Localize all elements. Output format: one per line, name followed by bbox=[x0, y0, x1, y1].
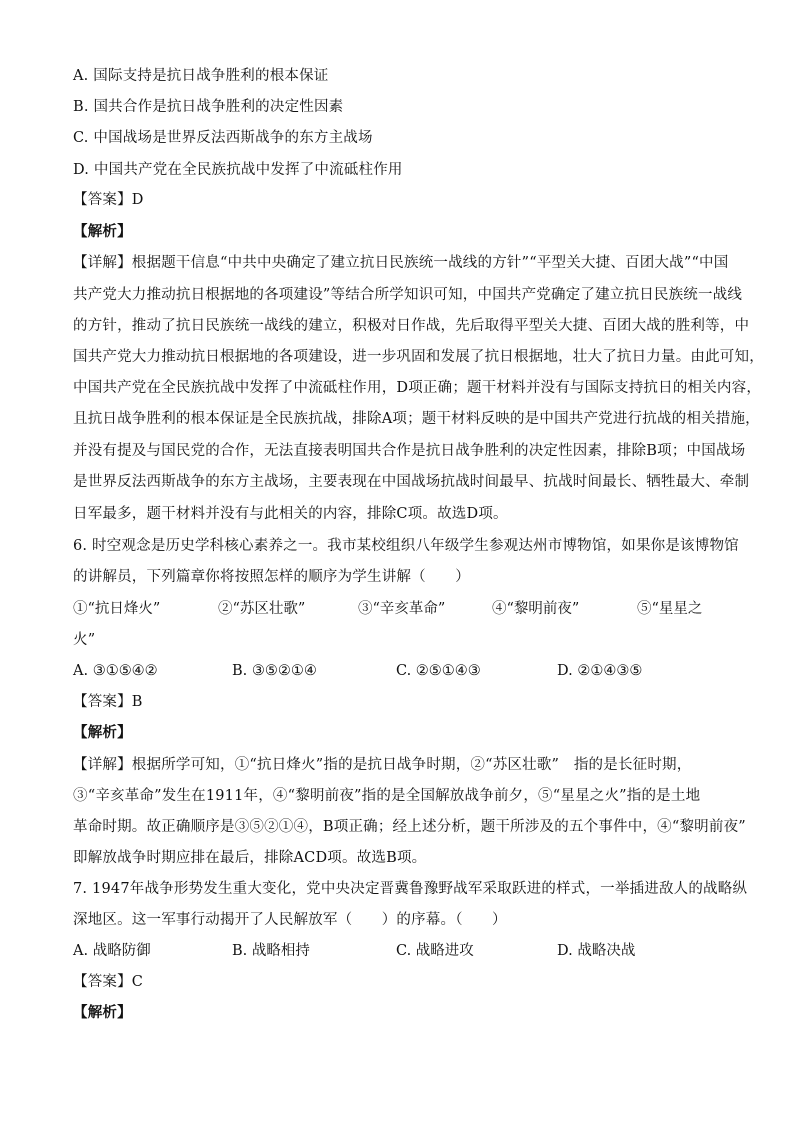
explanation-line: ③“辛亥革命”发生在1911年，④“黎明前夜”指的是全国解放战争前夕，⑤“星星之火”指的是土地 bbox=[73, 788, 701, 804]
answer-option: C. 中国战场是世界反法西斯战争的东方主战场 bbox=[73, 130, 373, 146]
analysis-heading: 【解析】 bbox=[73, 724, 132, 741]
choice-option: B. ③⑤②①④ bbox=[232, 663, 317, 679]
explanation-line: 即解放战争时期应排在最后，排除ACD项。故选B项。 bbox=[73, 850, 427, 866]
answer-option: D. 中国共产党在全民族抗战中发挥了中流砥柱作用 bbox=[73, 162, 403, 178]
text-line: 火” bbox=[73, 632, 96, 648]
explanation-line: 并没有提及与国民党的合作，无法直接表明国共合作是抗日战争胜利的决定性因素，排除B项；中国战场 bbox=[73, 443, 746, 459]
explanation-line: 中国共产党在全民族抗战中发挥了中流砥柱作用，D项正确；题干材料并没有与国际支持抗日的相关内容， bbox=[73, 380, 762, 396]
chapter-item: ⑤“星星之 bbox=[637, 601, 703, 617]
analysis-heading: 【解析】 bbox=[73, 223, 132, 240]
choice-option: A. 战略防御 bbox=[73, 943, 151, 959]
explanation-line: 日军最多，题干材料并没有与此相关的内容，排除C项。故选D项。 bbox=[73, 506, 508, 522]
question-stem-line: 7. 1947年战争形势发生重大变化，党中央决定晋冀鲁豫野战军采取跃进的样式，一举插进敌人的战略纵 bbox=[73, 881, 748, 897]
answer-key: 【答案】D bbox=[73, 192, 144, 208]
question-stem-line: 6. 时空观念是历史学科核心素养之一。我市某校组织八年级学生参观达州市博物馆，如果你是该博物馆 bbox=[73, 538, 739, 554]
explanation-line: 是世界反法西斯战争的东方主战场，主要表现在中国战场抗战时间最早、抗战时间最长、牺牲最大、牵制 bbox=[73, 474, 750, 490]
choice-option: D. ②①④③⑤ bbox=[557, 663, 643, 679]
chapter-item: ④“黎明前夜” bbox=[492, 601, 580, 617]
chapter-item: ①“抗日烽火” bbox=[73, 601, 161, 617]
choice-option: B. 战略相持 bbox=[232, 943, 310, 959]
explanation-line: 【详解】根据所学可知，①“抗日烽火”指的是抗日战争时期，②“苏区壮歌” 指的是长征时期， bbox=[73, 757, 692, 773]
chapter-item: ②“苏区壮歌” bbox=[218, 601, 306, 617]
question-stem-line: 深地区。这一军事行动揭开了人民解放军（ ）的序幕。（ ） bbox=[73, 912, 507, 928]
answer-option: A. 国际支持是抗日战争胜利的根本保证 bbox=[73, 68, 329, 84]
analysis-heading: 【解析】 bbox=[73, 1004, 132, 1021]
explanation-line: 共产党大力推动抗日根据地的各项建设”等结合所学知识可知，中国共产党确定了建立抗日民族统一战线 bbox=[73, 287, 743, 303]
explanation-line: 革命时期。故正确顺序是③⑤②①④，B项正确；经上述分析，题干所涉及的五个事件中，④“黎明前夜” bbox=[73, 819, 746, 835]
explanation-line: 且抗日战争胜利的根本保证是全民族抗战，排除A项；题干材料反映的是中国共产党进行抗战的相关措施， bbox=[73, 411, 760, 427]
choice-option: C. ②⑤①④③ bbox=[396, 663, 481, 679]
answer-key: 【答案】B bbox=[73, 694, 143, 710]
chapter-item: ③“辛亥革命” bbox=[358, 601, 446, 617]
choice-option: C. 战略进攻 bbox=[396, 943, 474, 959]
question-stem-line: 的讲解员，下列篇章你将按照怎样的顺序为学生讲解（ ） bbox=[73, 569, 470, 585]
choice-option: A. ③①⑤④② bbox=[73, 663, 158, 679]
answer-key: 【答案】C bbox=[73, 974, 144, 990]
explanation-line: 【详解】根据题干信息“中共中央确定了建立抗日民族统一战线的方针”“平型关大捷、百团大战”“中国 bbox=[73, 255, 729, 271]
answer-option: B. 国共合作是抗日战争胜利的决定性因素 bbox=[73, 99, 344, 115]
explanation-line: 国共产党大力推动抗日根据地的各项建设，进一步巩固和发展了抗日根据地，壮大了抗日力量。由此可知， bbox=[73, 349, 764, 365]
explanation-line: 的方针，推动了抗日民族统一战线的建立，积极对日作战，先后取得平型关大捷、百团大战的胜利等，中 bbox=[73, 318, 750, 334]
choice-option: D. 战略决战 bbox=[557, 943, 636, 959]
